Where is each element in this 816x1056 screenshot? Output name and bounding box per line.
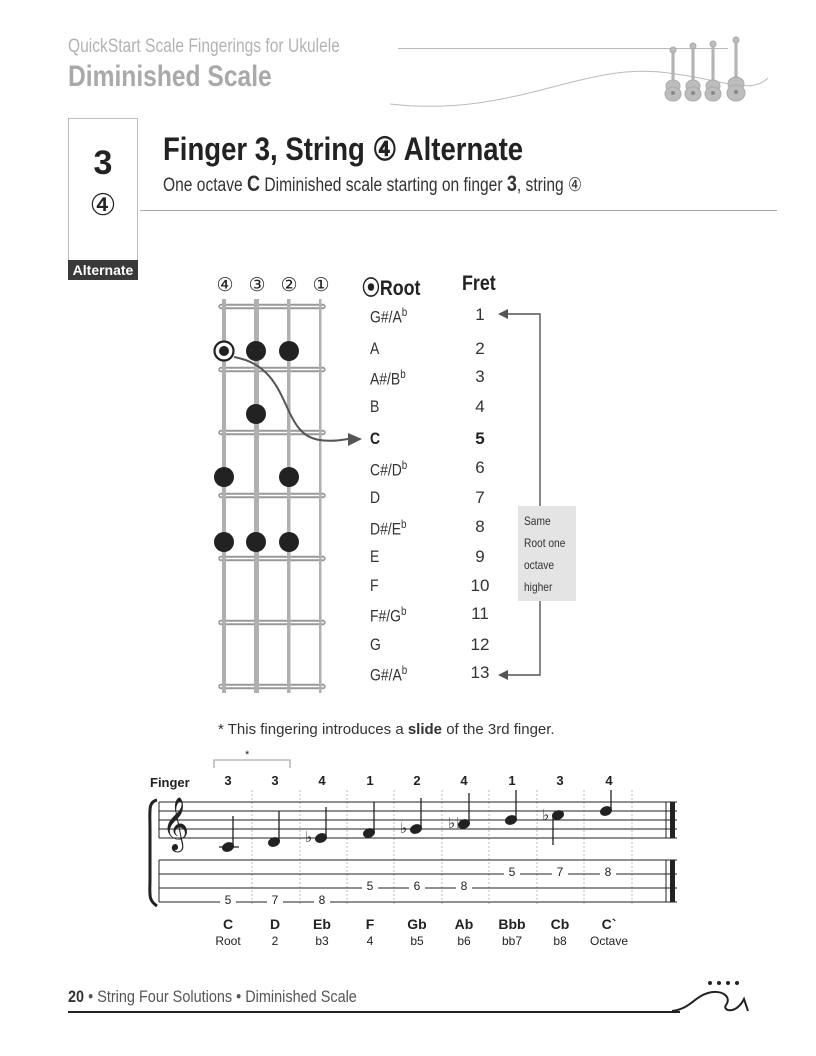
finger-number: 4 [605,773,613,788]
fret-number: 1 [475,305,485,324]
string-label-3: ③ [248,275,266,296]
tab-alternate-label: Alternate [68,260,138,280]
fretboard-diagram [200,295,370,700]
fret-number: 12 [470,635,490,654]
scale-degree: Octave [589,934,628,948]
tab-finger-number: 3 [93,144,113,182]
finger-row-label: Finger [150,775,190,790]
svg-text:♭: ♭ [400,819,408,837]
scale-note-name: C` [601,916,617,932]
note-name-fret-2: A [370,339,380,358]
scale-degree: Root [215,934,241,948]
svg-text:♭: ♭ [305,828,313,846]
scale-note-name: F [365,916,375,932]
finger-number: 3 [271,773,279,788]
scale-note-name: Eb [313,916,331,932]
fret-number: 10 [470,576,490,595]
scale-note-name: Cb [550,916,570,932]
footer-swirl-icon [672,975,752,1020]
fret-number: 7 [475,488,485,507]
octave-bracket [496,306,546,686]
callout-text: Root one [524,536,566,550]
slide-bracket [210,750,295,770]
tab-number: 6 [409,879,425,893]
footer-rule [68,1011,680,1013]
note-name-fret-8: $D\#/E^b$ [370,517,407,539]
callout-text: higher [524,580,553,594]
scale-degree: b5 [410,934,424,948]
tab-number: 5 [220,893,236,907]
callout-text: octave [524,558,555,572]
svg-text:𝄞: 𝄞 [162,796,190,850]
slide-footnote: * This fingering introduces a slide of the 3rd finger. [218,721,555,738]
finger-number: 3 [556,773,564,788]
note-name-fret-11: $F\#/G^b$ [370,604,407,626]
fret-number-root: 5 [475,429,485,448]
string-label-1: ① [312,275,330,296]
finger-number: 3 [224,773,232,788]
tab-string-number: ④ [89,189,117,222]
scale-degree: bb7 [501,934,523,948]
scale-note-name: Bbb [498,916,526,932]
note-name-fret-9: E [370,547,380,566]
slide-marker: * [245,749,250,761]
tab-number: 7 [552,865,568,879]
scale-note-name: Gb [407,916,427,932]
fret-number: 4 [475,397,485,416]
fret-number: 9 [475,547,485,566]
tab-number: 8 [600,865,616,879]
note-name-fret-3: $A\#/B^b$ [370,367,406,389]
tab-number: 8 [314,893,330,907]
page-footer: 20 • String Four Solutions • Diminished Scale [68,987,357,1006]
note-name-fret-1: $G\#/A^b$ [370,305,408,327]
fret-number: 6 [475,458,485,477]
finger-number: 2 [413,773,421,788]
note-name-fret-6: $C\#/D^b$ [370,458,408,480]
root-column-header: ⦿Root [362,277,421,300]
scale-degree: b6 [457,934,471,948]
tab-number: 8 [456,879,472,893]
fret-number: 8 [475,517,485,536]
finger-number: 4 [460,773,468,788]
fret-number: 11 [471,604,489,623]
fret-number: 2 [475,339,485,358]
tab-number: 5 [504,865,520,879]
note-name-fret-10: F [370,576,379,595]
book-subtitle: QuickStart Scale Fingerings for Ukulele [68,36,340,57]
scale-degree: b8 [553,934,567,948]
chapter-title: Diminished Scale [68,60,272,93]
note-name-fret-7: D [370,488,381,507]
fret-number: 3 [475,367,485,386]
ukuleles-icon [660,36,756,102]
note-name-fret-12: G [370,635,381,654]
note-name-fret-4: B [370,397,380,416]
note-name-fret-5: C [370,429,381,448]
tab-number: 5 [362,879,378,893]
scale-degree: b3 [315,934,329,948]
scale-note-name: C [222,916,234,932]
callout-text: Same [524,514,551,528]
fret-column-header: Fret [462,272,496,295]
root-symbol-icon: ⦿ [362,277,380,300]
svg-text:♭: ♭ [456,814,464,832]
string-label-4: ④ [216,275,234,296]
fret-number: 13 [470,663,490,682]
svg-text:♭: ♭ [542,806,550,824]
finger-number: 1 [508,773,516,788]
scale-degree: 2 [271,934,279,948]
tab-number: 7 [267,893,283,907]
finger-number: 1 [366,773,374,788]
svg-text:♭: ♭ [448,814,456,832]
string-label-2: ② [280,275,298,296]
section-title: Finger 3, String ④ Alternate [163,131,524,167]
scale-degree: 4 [366,934,374,948]
note-name-fret-13: $G\#/A^b$ [370,663,408,685]
section-rule [140,210,777,211]
scale-note-name: Ab [454,916,474,932]
finger-number: 4 [318,773,326,788]
page-number: 20 [68,987,85,1006]
scale-note-name: D [269,916,281,932]
section-subtitle: One octave C Diminished scale starting on finger 3, string ④ [163,171,582,196]
